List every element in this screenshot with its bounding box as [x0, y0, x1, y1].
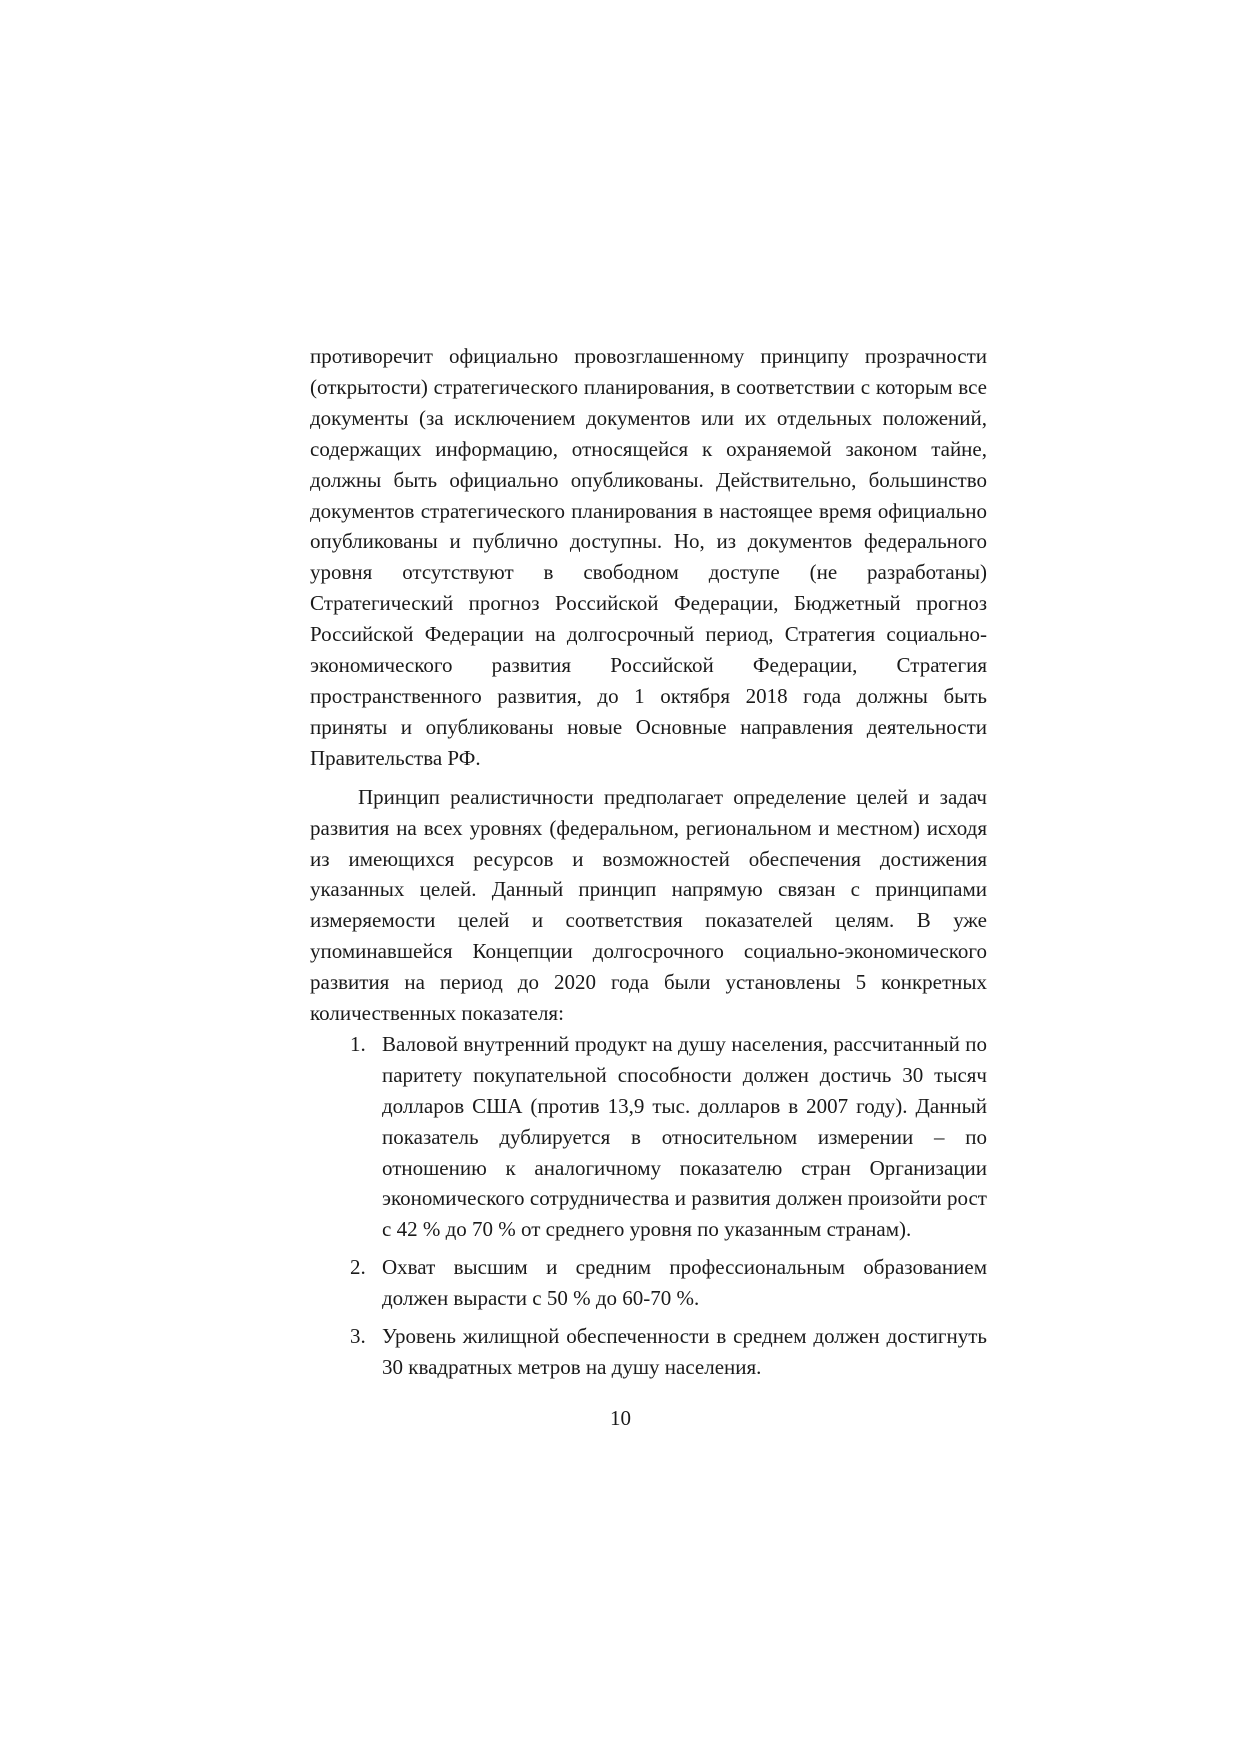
paragraph-transparency-principle: противоречит официально провозглашенному принципу прозрачности (открытости) стратегического планирования, в соответствии с которым все документы (за исключением документов или их отдельных положений, содержащих информацию, относящейся к охраняемой законом тайне, должны быть официально опубликованы. Действительно, большинство документов стратегического планирования в настоящее время официально опубликованы и публично доступны. Но, из документов федерального уровня отсутствуют в свободном доступе (не разработаны) Стратегический прогноз Российской Федерации, Бюджетный прогноз Российской Федерации на долгосрочный период, Стратегия социально-экономического развития Российской Федерации, Стратегия пространственного развития, до 1 октября 2018 года должны быть приняты и опубликованы новые Основные направления деятельности Правительства РФ. — [310, 344, 987, 770]
list-item-number: 3. — [350, 1324, 366, 1349]
list-item-text: Охват высшим и средним профессиональным образованием должен вырасти с 50 % до 60-70 %. — [382, 1255, 987, 1311]
indicators-list — [310, 1029, 987, 1383]
main-text-block — [310, 341, 987, 1390]
list-item-text: Уровень жилищной обеспеченности в среднем должен достигнуть 30 квадратных метров на душу населения. — [382, 1324, 987, 1379]
list-item-education — [310, 1252, 987, 1314]
list-item-number: 1. — [350, 1031, 366, 1056]
list-item-number: 2. — [350, 1255, 366, 1280]
list-item-gdp — [310, 1029, 987, 1245]
list-item-text: Валовой внутренний продукт на душу населения, рассчитанный по паритету покупательной способности должен достичь 30 тысяч долларов США (против 13,9 тыс. долларов в 2007 году). Данный показатель дублируется в относительном измерении – по отношению к аналогичному показателю стран Организации экономического сотрудничества и развития должен произойти рост с 42 % до 70 % от среднего уровня по указанным странам). — [382, 1031, 987, 1242]
list-item-housing — [310, 1321, 987, 1383]
paragraph-realism-principle: Принцип реалистичности предполагает определение целей и задач развития на всех уровнях (федеральном, региональном и местном) исходя из имеющихся ресурсов и возможностей обеспечения достижения указанных целей. Данный принцип напрямую связан с принципами измеряемости целей и соответствия показателей целям. В уже упоминавшейся Концепции долгосрочного социально-экономического развития на период до 2020 года были установлены 5 конкретных количественных показателя: — [310, 784, 987, 1026]
page-number: 10 — [610, 1406, 631, 1430]
